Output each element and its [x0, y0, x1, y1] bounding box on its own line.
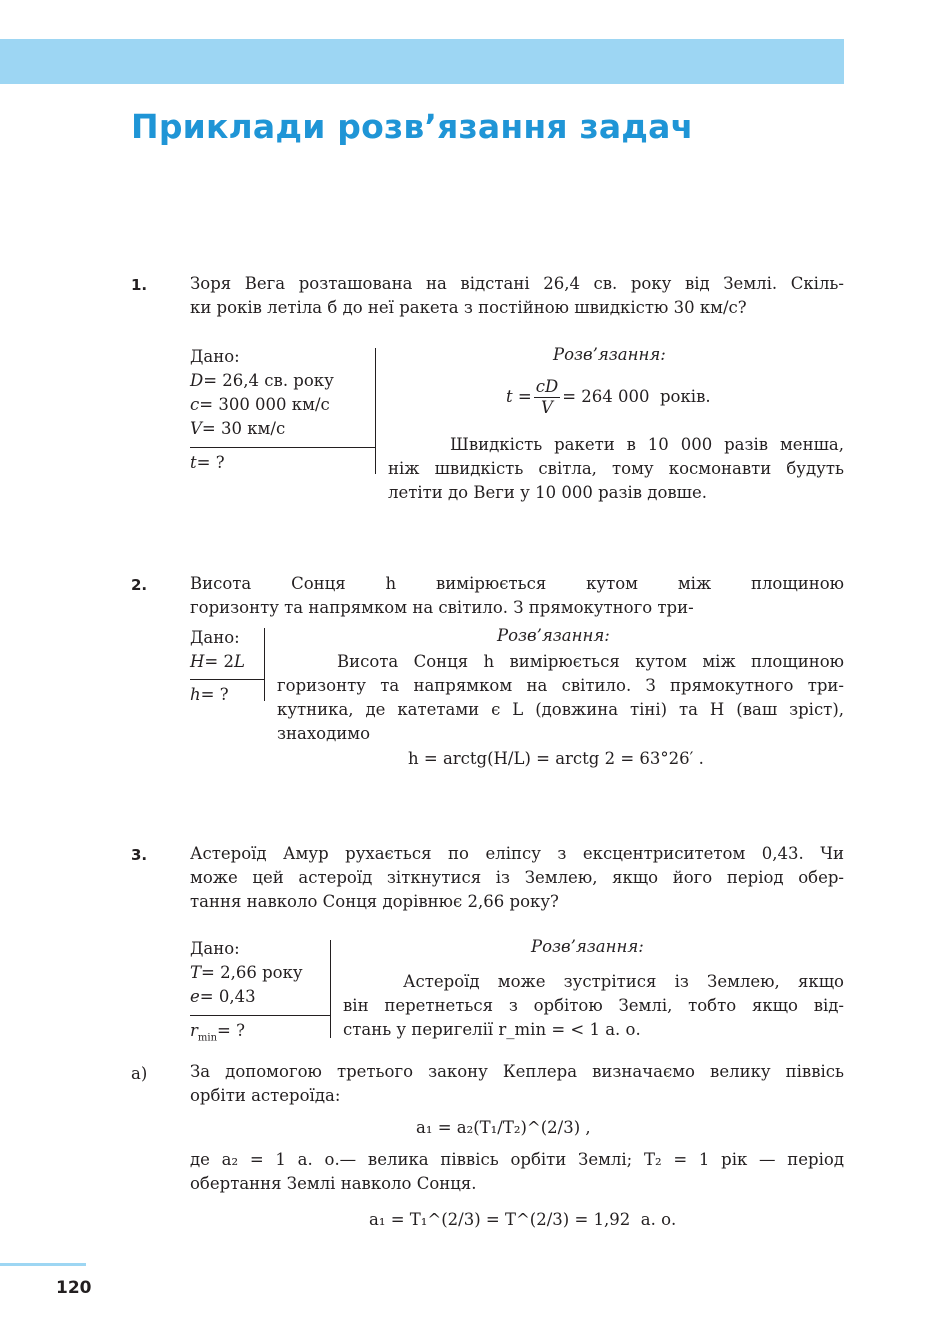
- given-label: Дано:: [190, 628, 240, 647]
- text-line: може цей астероїд зіткнутися із Землею, якщо його період обер-: [190, 868, 844, 887]
- text-line: Зоря Вега розташована на відстані 26,4 св. року від Землі. Скіль-: [190, 274, 844, 293]
- text-line: горизонту та напрямком на світило. З прямокутного три-: [277, 676, 844, 695]
- solution-label: Розв’язання:: [531, 937, 644, 956]
- text-line: де a₂ = 1 а. о.— велика піввісь орбіти Землі; T₂ = 1 рік — період: [190, 1150, 844, 1169]
- given-divider: [190, 447, 375, 448]
- given-item: c= 300 000 км/с: [190, 395, 330, 414]
- text-line: летіти до Веги у 10 000 разів довше.: [388, 483, 708, 502]
- text-line: тання навколо Сонця дорівнює 2,66 року?: [190, 892, 559, 911]
- text-line: орбіти астероїда:: [190, 1086, 341, 1105]
- text-line: він перетнеться з орбітою Землі, тобто якщо від-: [343, 996, 844, 1015]
- problem-2-number: 2.: [131, 576, 148, 594]
- step-a-text-2: [190, 1148, 844, 1196]
- problem-1-find: t= ?: [190, 453, 225, 472]
- formula: h = arctg(H/L) = arctg 2 = 63°26′ .: [408, 749, 704, 768]
- page-title: Приклади розв’язання задач: [131, 107, 694, 146]
- given-item: V= 30 км/с: [190, 419, 286, 438]
- text-line: За допомогою третього закону Кеплера визначаємо велику піввісь: [190, 1062, 844, 1081]
- given-divider: [190, 1015, 330, 1016]
- given-item: T= 2,66 року: [190, 963, 303, 982]
- formula: a₁ = a₂(T₁/T₂)^(2/3) ,: [416, 1118, 591, 1137]
- problem-2-text: [190, 572, 844, 620]
- problem-3-text: [190, 842, 844, 914]
- solution-label: Розв’язання:: [497, 626, 610, 645]
- given-divider: [190, 679, 264, 680]
- header-band: [0, 39, 844, 84]
- solution-text: [343, 970, 844, 1042]
- text-line: Астероїд може зустрітися із Землею, якщо: [403, 972, 844, 991]
- problem-1-given: [190, 345, 334, 441]
- given-label: Дано:: [190, 939, 240, 958]
- text-line: Астероїд Амур рухається по еліпсу з ексцентриситетом 0,43. Чи: [190, 844, 844, 863]
- footer-line: [0, 1263, 86, 1266]
- problem-1-text: [190, 272, 844, 320]
- given-separator: [330, 940, 331, 1038]
- given-item: D= 26,4 св. року: [190, 371, 334, 390]
- text-line: ніж швидкість світла, тому космонавти будуть: [388, 459, 844, 478]
- formula: a₁ = T₁^(2/3) = T^(2/3) = 1,92 а. о.: [369, 1210, 677, 1229]
- given-separator: [375, 348, 376, 474]
- text-line: Висота Сонця h вимірюється кутом між площиною: [190, 574, 844, 593]
- problem-3-given: [190, 937, 303, 1009]
- page-number: 120: [56, 1278, 92, 1298]
- solution-text: [277, 650, 844, 746]
- problem-1-number: 1.: [131, 276, 148, 294]
- given-separator: [264, 628, 265, 701]
- text-line: стань у перигелії r_min = < 1 а. о.: [343, 1020, 641, 1039]
- solution-label: Розв’язання:: [553, 345, 666, 364]
- text-line: обертання Землі навколо Сонця.: [190, 1174, 477, 1193]
- given-item: H= 2L: [190, 652, 245, 671]
- problem-2-given: [190, 626, 245, 674]
- problem-3-number: 3.: [131, 846, 148, 864]
- step-a-label: а): [131, 1064, 148, 1083]
- problem-3-find: $r_{min}=$ ?: [190, 1021, 245, 1044]
- formula: t = $\frac{cD}{V}$ = 264 000 років.: [506, 377, 711, 417]
- problem-2-find: h= ?: [190, 685, 229, 704]
- text-line: знаходимо: [277, 724, 370, 743]
- text-line: кутника, де катетами є L (довжина тіні) та H (ваш зріст),: [277, 700, 844, 719]
- text-line: ки років летіла б до неї ракета з постійною швидкістю 30 км/с?: [190, 298, 747, 317]
- given-item: e= 0,43: [190, 987, 256, 1006]
- text-line: Швидкість ракети в 10 000 разів менша,: [450, 435, 844, 454]
- solution-text: [388, 433, 844, 505]
- text-line: горизонту та напрямком на світило. З прямокутного три-: [190, 598, 694, 617]
- given-label: Дано:: [190, 347, 240, 366]
- step-a-text: [190, 1060, 844, 1108]
- text-line: Висота Сонця h вимірюється кутом між площиною: [337, 652, 844, 671]
